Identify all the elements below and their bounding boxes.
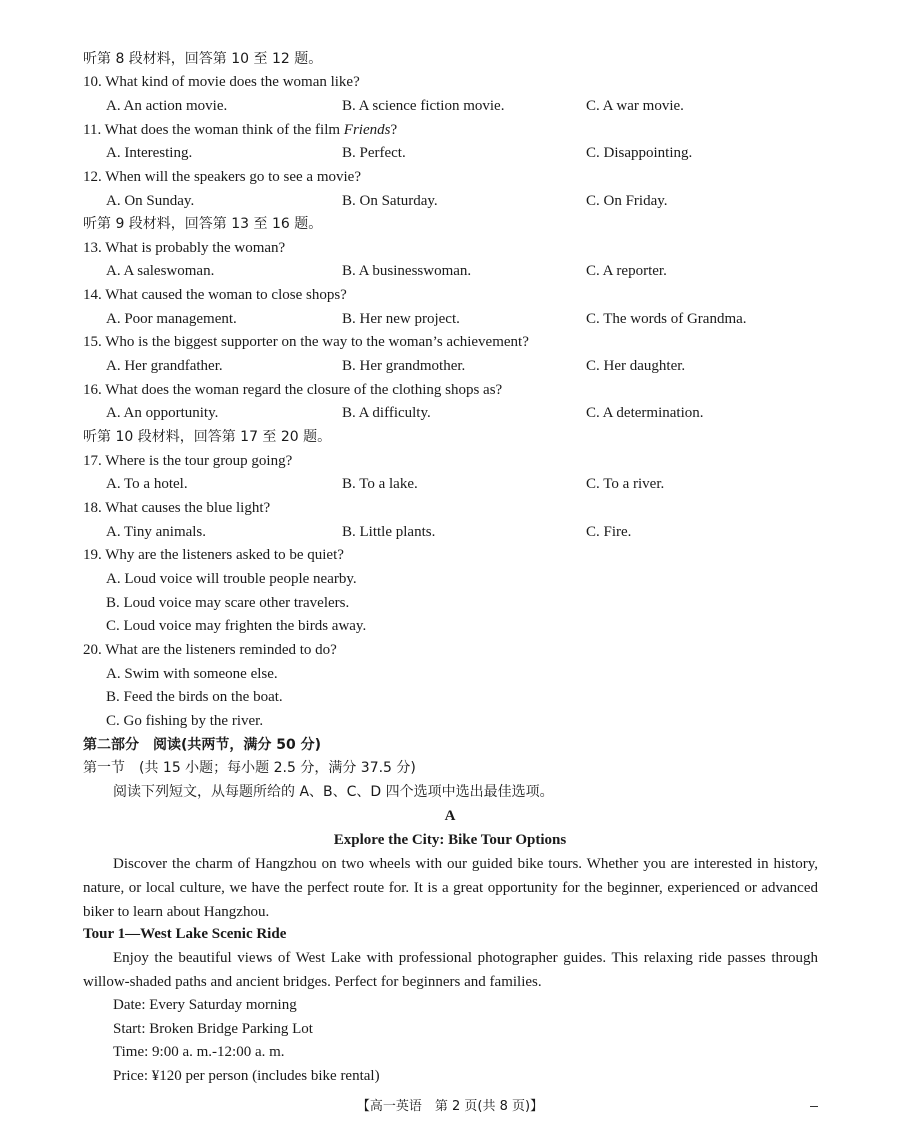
option-15a: A. Her grandfather. — [106, 358, 223, 374]
option-16c: C. A determination. — [586, 405, 704, 421]
option-13b: B. A businesswoman. — [342, 263, 472, 279]
section-header-10: 听第 10 段材料，回答第 17 至 20 题。 — [83, 429, 332, 445]
option-17b: B. To a lake. — [342, 476, 418, 492]
option-18a: A. Tiny animals. — [106, 524, 207, 540]
question-11: 11. What does the woman think of the film Friends? — [83, 122, 398, 138]
question-18: 18. What causes the blue light? — [83, 500, 271, 516]
passage-title: Explore the City: Bike Tour Options — [333, 832, 567, 848]
tour1-description: Enjoy the beautiful views of West Lake with professional photographer guides. This relaxing ride passes through willow-shaded paths and ancient bridges. Perfect for beginners and families. — [83, 950, 818, 990]
option-13a: A. A saleswoman. — [106, 263, 215, 279]
part2-title: 第二部分 阅读(共两节，满分 50 分) — [83, 737, 322, 753]
tour1-start: Start: Broken Bridge Parking Lot — [113, 1021, 313, 1037]
question-16: 16. What does the woman regard the closure of the clothing shops as? — [83, 382, 503, 398]
question-10: 10. What kind of movie does the woman like? — [83, 74, 360, 90]
option-12b: B. On Saturday. — [342, 193, 438, 209]
part2-section1: 第一节 (共 15 小题；每小题 2.5 分，满分 37.5 分) — [83, 760, 416, 776]
option-11a: A. Interesting. — [106, 145, 193, 161]
question-12: 12. When will the speakers go to see a movie? — [83, 169, 361, 185]
option-18b: B. Little plants. — [342, 524, 436, 540]
question-14: 14. What caused the woman to close shops? — [83, 287, 347, 303]
option-19a: A. Loud voice will trouble people nearby. — [106, 571, 357, 587]
question-15: 15. Who is the biggest supporter on the way to the woman’s achievement? — [83, 334, 529, 350]
tour1-date: Date: Every Saturday morning — [113, 997, 297, 1013]
option-12c: C. On Friday. — [586, 193, 668, 209]
tour1-time: Time: 9:00 a. m.-12:00 a. m. — [113, 1044, 285, 1060]
section-header-8: 听第 8 段材料，回答第 10 至 12 题。 — [83, 51, 323, 67]
passage-intro: Discover the charm of Hangzhou on two wheels with our guided bike tours. Whether you are interested in history, nature, or local culture, we have the perfect route for. It is a great opportunity for the beginner, experienced or advanced biker to learn about Hangzhou. — [83, 856, 818, 920]
option-19b: B. Loud voice may scare other travelers. — [106, 595, 350, 611]
page-mark — [810, 1106, 818, 1107]
option-10b: B. A science fiction movie. — [342, 98, 505, 114]
option-16a: A. An opportunity. — [106, 405, 219, 421]
passage-letter: A — [444, 808, 456, 824]
option-16b: B. A difficulty. — [342, 405, 431, 421]
tour1-price: Price: ¥120 per person (includes bike rental) — [113, 1068, 380, 1084]
option-13c: C. A reporter. — [586, 263, 667, 279]
option-14a: A. Poor management. — [106, 311, 237, 327]
section-header-9: 听第 9 段材料，回答第 13 至 16 题。 — [83, 216, 323, 232]
option-10a: A. An action movie. — [106, 98, 228, 114]
question-17: 17. Where is the tour group going? — [83, 453, 293, 469]
option-20c: C. Go fishing by the river. — [106, 713, 264, 729]
option-18c: C. Fire. — [586, 524, 632, 540]
option-14b: B. Her new project. — [342, 311, 460, 327]
question-19: 19. Why are the listeners asked to be quiet? — [83, 547, 344, 563]
option-20a: A. Swim with someone else. — [106, 666, 278, 682]
part2-instruction: 阅读下列短文，从每题所给的 A、B、C、D 四个选项中选出最佳选项。 — [113, 784, 554, 800]
option-14c: C. The words of Grandma. — [586, 311, 747, 327]
option-17c: C. To a river. — [586, 476, 665, 492]
option-15b: B. Her grandmother. — [342, 358, 466, 374]
option-15c: C. Her daughter. — [586, 358, 686, 374]
option-11b: B. Perfect. — [342, 145, 406, 161]
option-12a: A. On Sunday. — [106, 193, 195, 209]
question-13: 13. What is probably the woman? — [83, 240, 286, 256]
option-20b: B. Feed the birds on the boat. — [106, 689, 283, 705]
option-11c: C. Disappointing. — [586, 145, 693, 161]
option-10c: C. A war movie. — [586, 98, 684, 114]
tour1-title: Tour 1—West Lake Scenic Ride — [83, 926, 287, 942]
page-footer: 【高一英语 第 2 页(共 8 页)】 — [356, 1099, 544, 1114]
option-17a: A. To a hotel. — [106, 476, 188, 492]
option-19c: C. Loud voice may frighten the birds away. — [106, 618, 367, 634]
question-20: 20. What are the listeners reminded to do? — [83, 642, 337, 658]
